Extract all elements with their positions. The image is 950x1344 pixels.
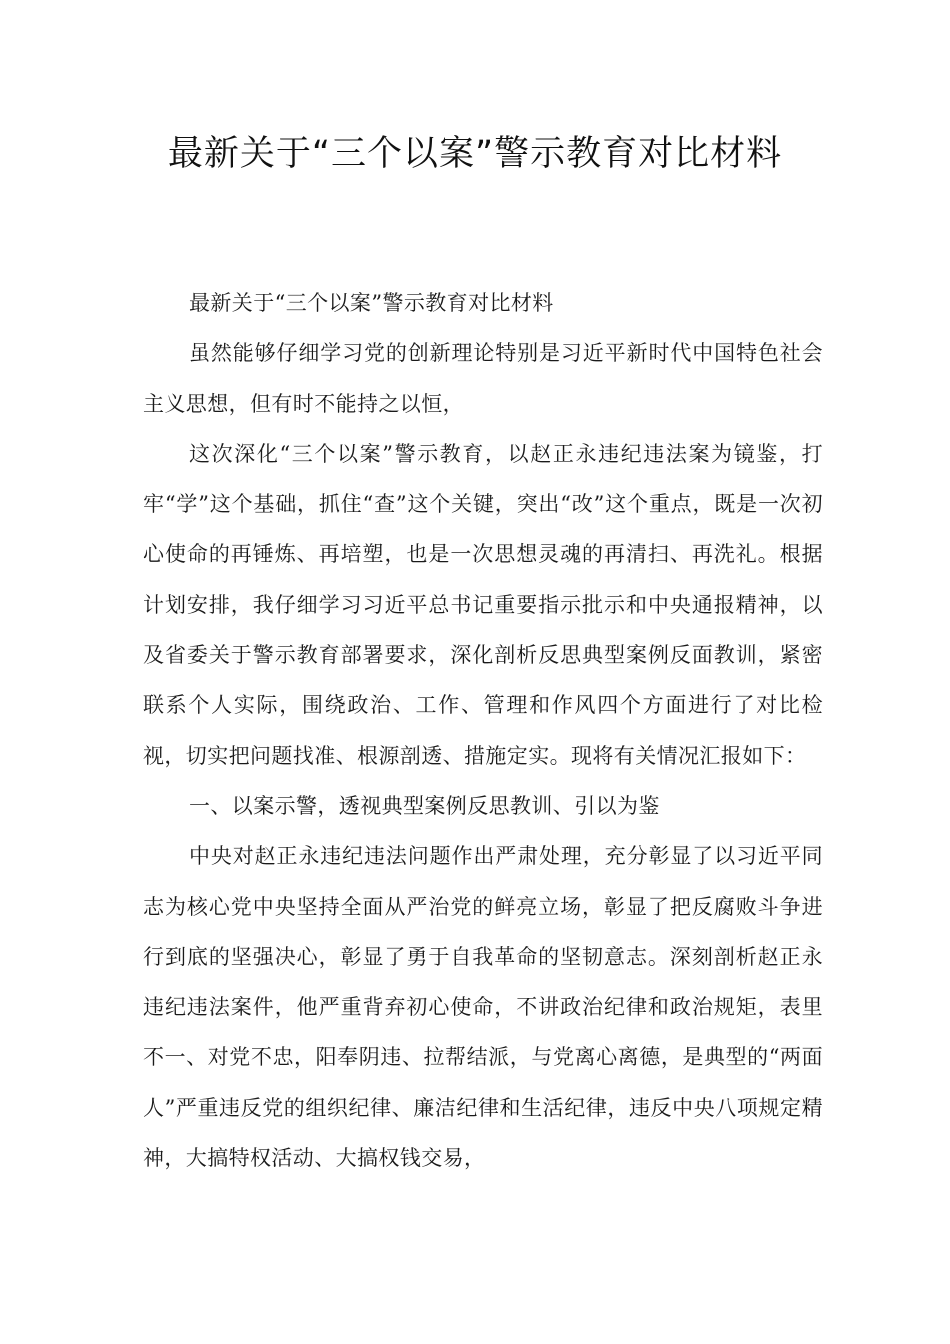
paragraph-study: 虽然能够仔细学习党的创新理论特别是习近平新时代中国特色社会主义思想，但有时不能持之以恒， xyxy=(143,341,823,416)
paragraph-subtitle: 最新关于“三个以案”警示教育对比材料 xyxy=(189,291,554,315)
paragraph-introduction: 这次深化“三个以案”警示教育，以赵正永违纪违法案为镜鉴，打牢“学”这个基础，抓住“查”这个关键，突出“改”这个重点，既是一次初心使命的再锤炼、再培塑，也是一次思想灵魂的再清扫、再洗礼。根据计划安排，我仔细学习习近平总书记重要指示批示和中央通报精神，以及省委关于警示教育部署要求，深化剖析反思典型案例反面教训，紧密联系个人实际，围绕政治、工作、管理和作风四个方面进行了对比检视，切实把问题找准、根源剖透、措施定实。现将有关情况汇报如下： xyxy=(143,441,823,768)
document-title: 最新关于“三个以案”警示教育对比材料 xyxy=(167,134,783,174)
paragraph-case-analysis: 中央对赵正永违纪违法问题作出严肃处理，充分彰显了以习近平同志为核心党中央坚持全面从严治党的鲜亮立场，彰显了把反腐败斗争进行到底的坚强决心，彰显了勇于自我革命的坚韧意志。深刻剖析赵正永违纪违法案件，他严重背弃初心使命，不讲政治纪律和政治规矩，表里不一、对党不忠，阳奉阴违、拉帮结派，与党离心离德，是典型的“两面人”严重违反党的组织纪律、廉洁纪律和生活纪律，违反中央八项规定精神，大搞特权活动、大搞权钱交易， xyxy=(143,844,823,1171)
section-heading-1: 一、以案示警，透视典型案例反思教训、引以为鉴 xyxy=(189,793,660,818)
document-body xyxy=(143,278,823,1183)
